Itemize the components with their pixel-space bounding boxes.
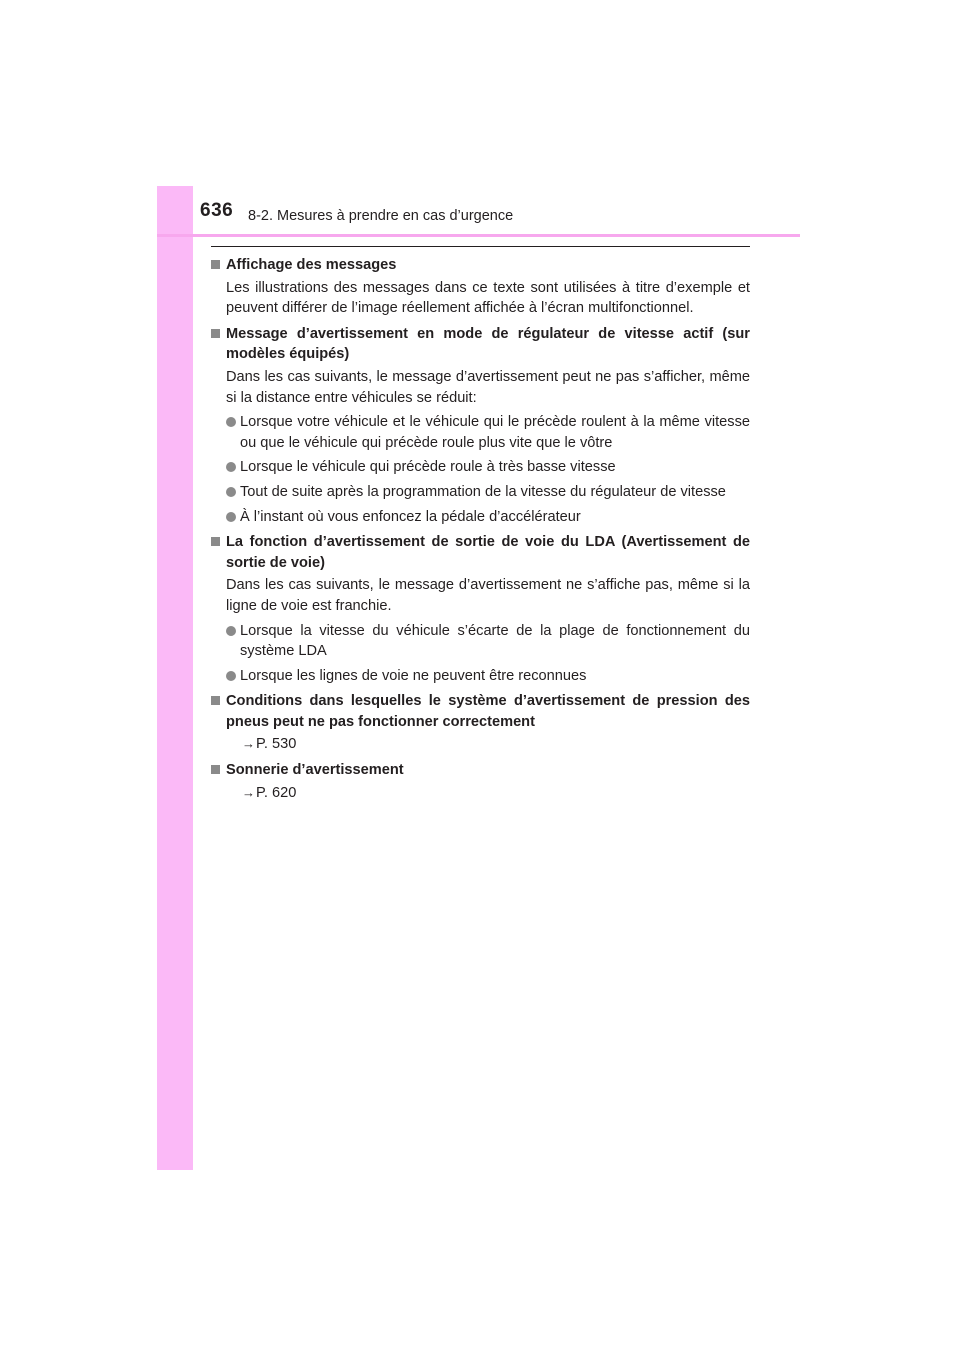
- section-title: 8-2. Mesures à prendre en cas d’urgence: [248, 208, 514, 224]
- arrow-right-icon: →: [242, 784, 255, 800]
- list-item: Tout de suite après la programmation de la vitesse du régulateur de vitesse: [211, 482, 750, 503]
- divider: [211, 246, 750, 247]
- square-bullet-icon: [211, 537, 220, 546]
- list-item: Lorsque la vitesse du véhicule s’écarte de la plage de fonctionnement du système LDA: [211, 621, 750, 662]
- round-bullet-icon: [226, 417, 236, 427]
- square-bullet-icon: [211, 696, 220, 705]
- page-reference: [211, 734, 750, 755]
- page-reference: [211, 783, 750, 804]
- section-heading: Affichage des messages: [211, 255, 750, 276]
- list-item: À l’instant où vous enfoncez la pédale d’accélérateur: [211, 507, 750, 528]
- round-bullet-icon: [226, 626, 236, 636]
- section-paragraph: Dans les cas suivants, le message d’avertissement ne s’affiche pas, même si la ligne de voie est franchie.: [226, 577, 750, 614]
- square-bullet-icon: [211, 260, 220, 269]
- round-bullet-icon: [226, 487, 236, 497]
- list-item: Lorsque les lignes de voie ne peuvent être reconnues: [211, 666, 750, 687]
- page-reference-link[interactable]: P. 620: [256, 784, 297, 801]
- page-content: [211, 255, 750, 803]
- section-heading: La fonction d’avertissement de sortie de voie du LDA (Avertissement de sortie de voie): [211, 532, 750, 573]
- page-reference-link[interactable]: P. 530: [256, 736, 297, 753]
- side-color-band: [157, 186, 193, 1170]
- section-paragraph: Dans les cas suivants, le message d’avertissement peut ne pas s’afficher, même si la distance entre véhicules se réduit:: [226, 368, 750, 406]
- round-bullet-icon: [226, 512, 236, 522]
- square-bullet-icon: [211, 329, 220, 338]
- square-bullet-icon: [211, 765, 220, 774]
- round-bullet-icon: [226, 671, 236, 681]
- round-bullet-icon: [226, 462, 236, 472]
- section-heading: Message d’avertissement en mode de régulateur de vitesse actif (sur modèles équipés): [211, 324, 750, 365]
- section-paragraph: Les illustrations des messages dans ce texte sont utilisées à titre d’exemple et peuvent différer de l’image réellement affichée à l’écran multifonctionnel.: [226, 279, 750, 317]
- list-item: Lorsque votre véhicule et le véhicule qui le précède roulent à la même vitesse ou que le véhicule qui précède roule plus vite que le vôtre: [211, 412, 750, 453]
- arrow-right-icon: →: [242, 736, 255, 752]
- section-heading: Conditions dans lesquelles le système d’avertissement de pression des pneus peut ne pas fonctionner correctement: [211, 691, 750, 732]
- list-item: Lorsque le véhicule qui précède roule à très basse vitesse: [211, 457, 750, 478]
- section-heading: Sonnerie d’avertissement: [211, 760, 750, 781]
- page-number: 636: [200, 200, 234, 221]
